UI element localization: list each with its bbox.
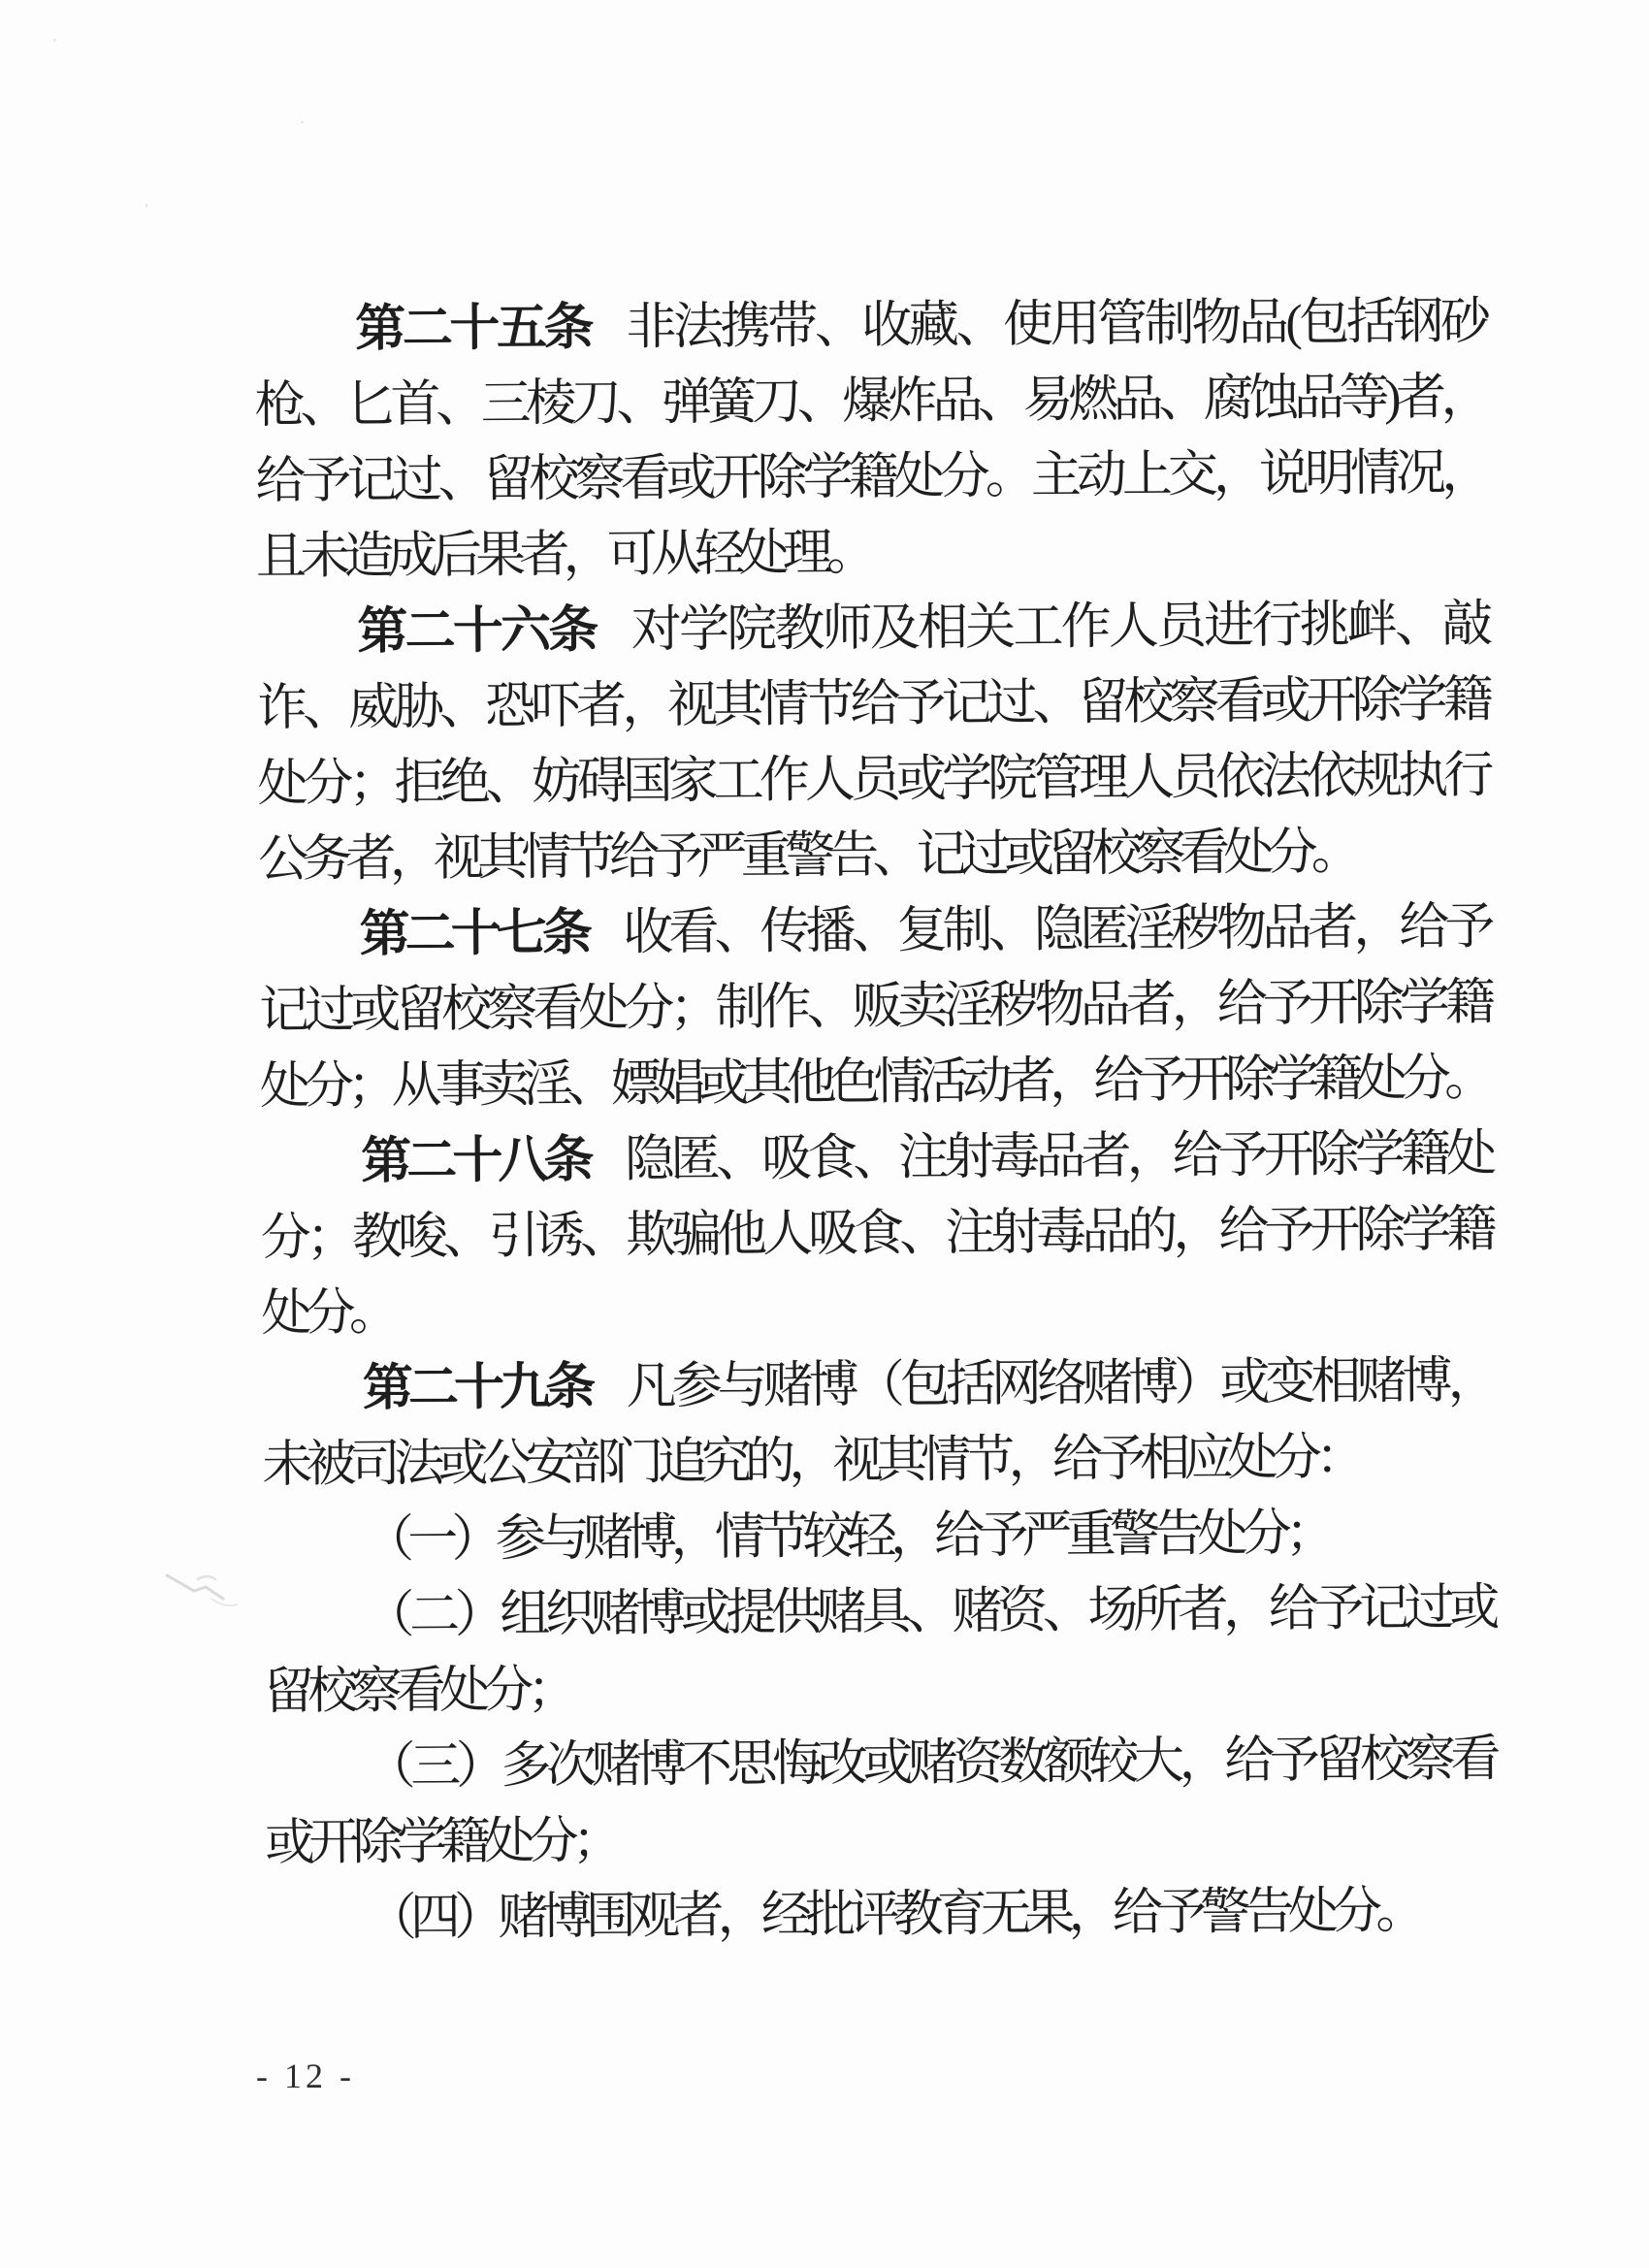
text-line <box>263 1571 1494 1655</box>
line-text: 给予记过、留校察看或开除学籍处分。主动上交，说明情况， <box>255 445 1486 509</box>
line-text: 公务者，视其情节给予严重警告、记过或留校察看处分。 <box>257 825 1356 888</box>
line-text: 对学院教师及相关工作人员进行挑衅、敲 <box>630 597 1487 659</box>
line-text: 留校察看处分； <box>263 1662 571 1720</box>
line-text: 或开除学籍处分； <box>264 1813 617 1871</box>
text-line <box>255 436 1486 520</box>
text-line <box>255 360 1486 444</box>
paper-speck <box>53 39 56 42</box>
line-text: 凡参与赌博（包括网络赌博）或变相赌博， <box>626 1353 1493 1415</box>
paper-speck <box>301 121 304 123</box>
text-line <box>259 965 1490 1050</box>
text-line <box>262 1344 1493 1428</box>
text-line <box>261 1268 1492 1352</box>
line-text: 且未造成后果者，可从轻处理。 <box>255 525 871 585</box>
document-body <box>254 284 1496 1958</box>
line-text: 隐匿、吸食、注射毒品者，给予开除学籍处 <box>624 1126 1491 1188</box>
line-text: 枪、匕首、三棱刀、弹簧刀、爆炸品、易燃品、腐蚀品等)者， <box>254 370 1485 434</box>
article-number: 第二十五条 <box>355 300 592 358</box>
line-text: （四）赌博围观者，经批评教育无果，给予警告处分。 <box>366 1883 1420 1947</box>
line-text: 记过或留校察看处分；制作、贩卖淫秽物品者，给予开除学籍 <box>258 975 1490 1039</box>
text-line <box>263 1495 1494 1579</box>
line-text: 分；教唆、引诱、欺骗他人吸食、注射毒品的，给予开除学籍 <box>260 1202 1491 1266</box>
line-text: 诈、威胁、恐吓者，视其情节给予记过、留校察看或开除学籍 <box>256 672 1488 736</box>
text-line <box>256 511 1487 596</box>
line-text: 未被司法或公安部门追究的，视其情节，给予相应处分： <box>262 1430 1360 1493</box>
text-line <box>258 814 1489 898</box>
text-line <box>256 587 1487 671</box>
text-line <box>260 1117 1491 1201</box>
page-number: - 12 - <box>256 2057 355 2095</box>
line-text: 处分；从事卖淫、嫖娼或其他色情活动者，给予开除学籍处分。 <box>259 1051 1489 1115</box>
line-text: （二）组织赌博或提供赌具、赌资、场所者，给予记过或 <box>364 1580 1494 1644</box>
text-line <box>261 1192 1492 1277</box>
line-text: 收看、传播、复制、隐匿淫秽物品者，给予 <box>623 899 1489 961</box>
article-number: 第二十八条 <box>361 1132 590 1190</box>
text-line <box>265 1873 1496 1958</box>
line-text: （三）多次赌博不思悔改或赌资数额较大，给予留校察看 <box>365 1732 1495 1796</box>
text-line <box>264 1646 1495 1731</box>
text-line <box>262 1419 1493 1504</box>
text-line <box>257 663 1488 747</box>
paper-speck <box>146 204 147 208</box>
text-line <box>259 1041 1490 1125</box>
line-text: 处分。 <box>261 1285 394 1342</box>
line-text: 非法携带、收藏、使用管制物品(包括钢砂 <box>626 294 1485 356</box>
text-line <box>264 1722 1495 1806</box>
text-line <box>257 738 1488 823</box>
article-number: 第二十七条 <box>359 905 589 963</box>
text-line <box>258 890 1489 974</box>
article-number: 第二十九条 <box>362 1359 592 1417</box>
line-text: 处分；拒绝、妨碍国家工作人员或学院管理人员依法依规执行 <box>257 748 1488 812</box>
line-text: （一）参与赌博，情节较轻，给予严重警告处分； <box>363 1506 1330 1569</box>
text-line <box>265 1798 1496 1882</box>
text-line <box>254 284 1485 369</box>
article-number: 第二十六条 <box>357 602 597 661</box>
